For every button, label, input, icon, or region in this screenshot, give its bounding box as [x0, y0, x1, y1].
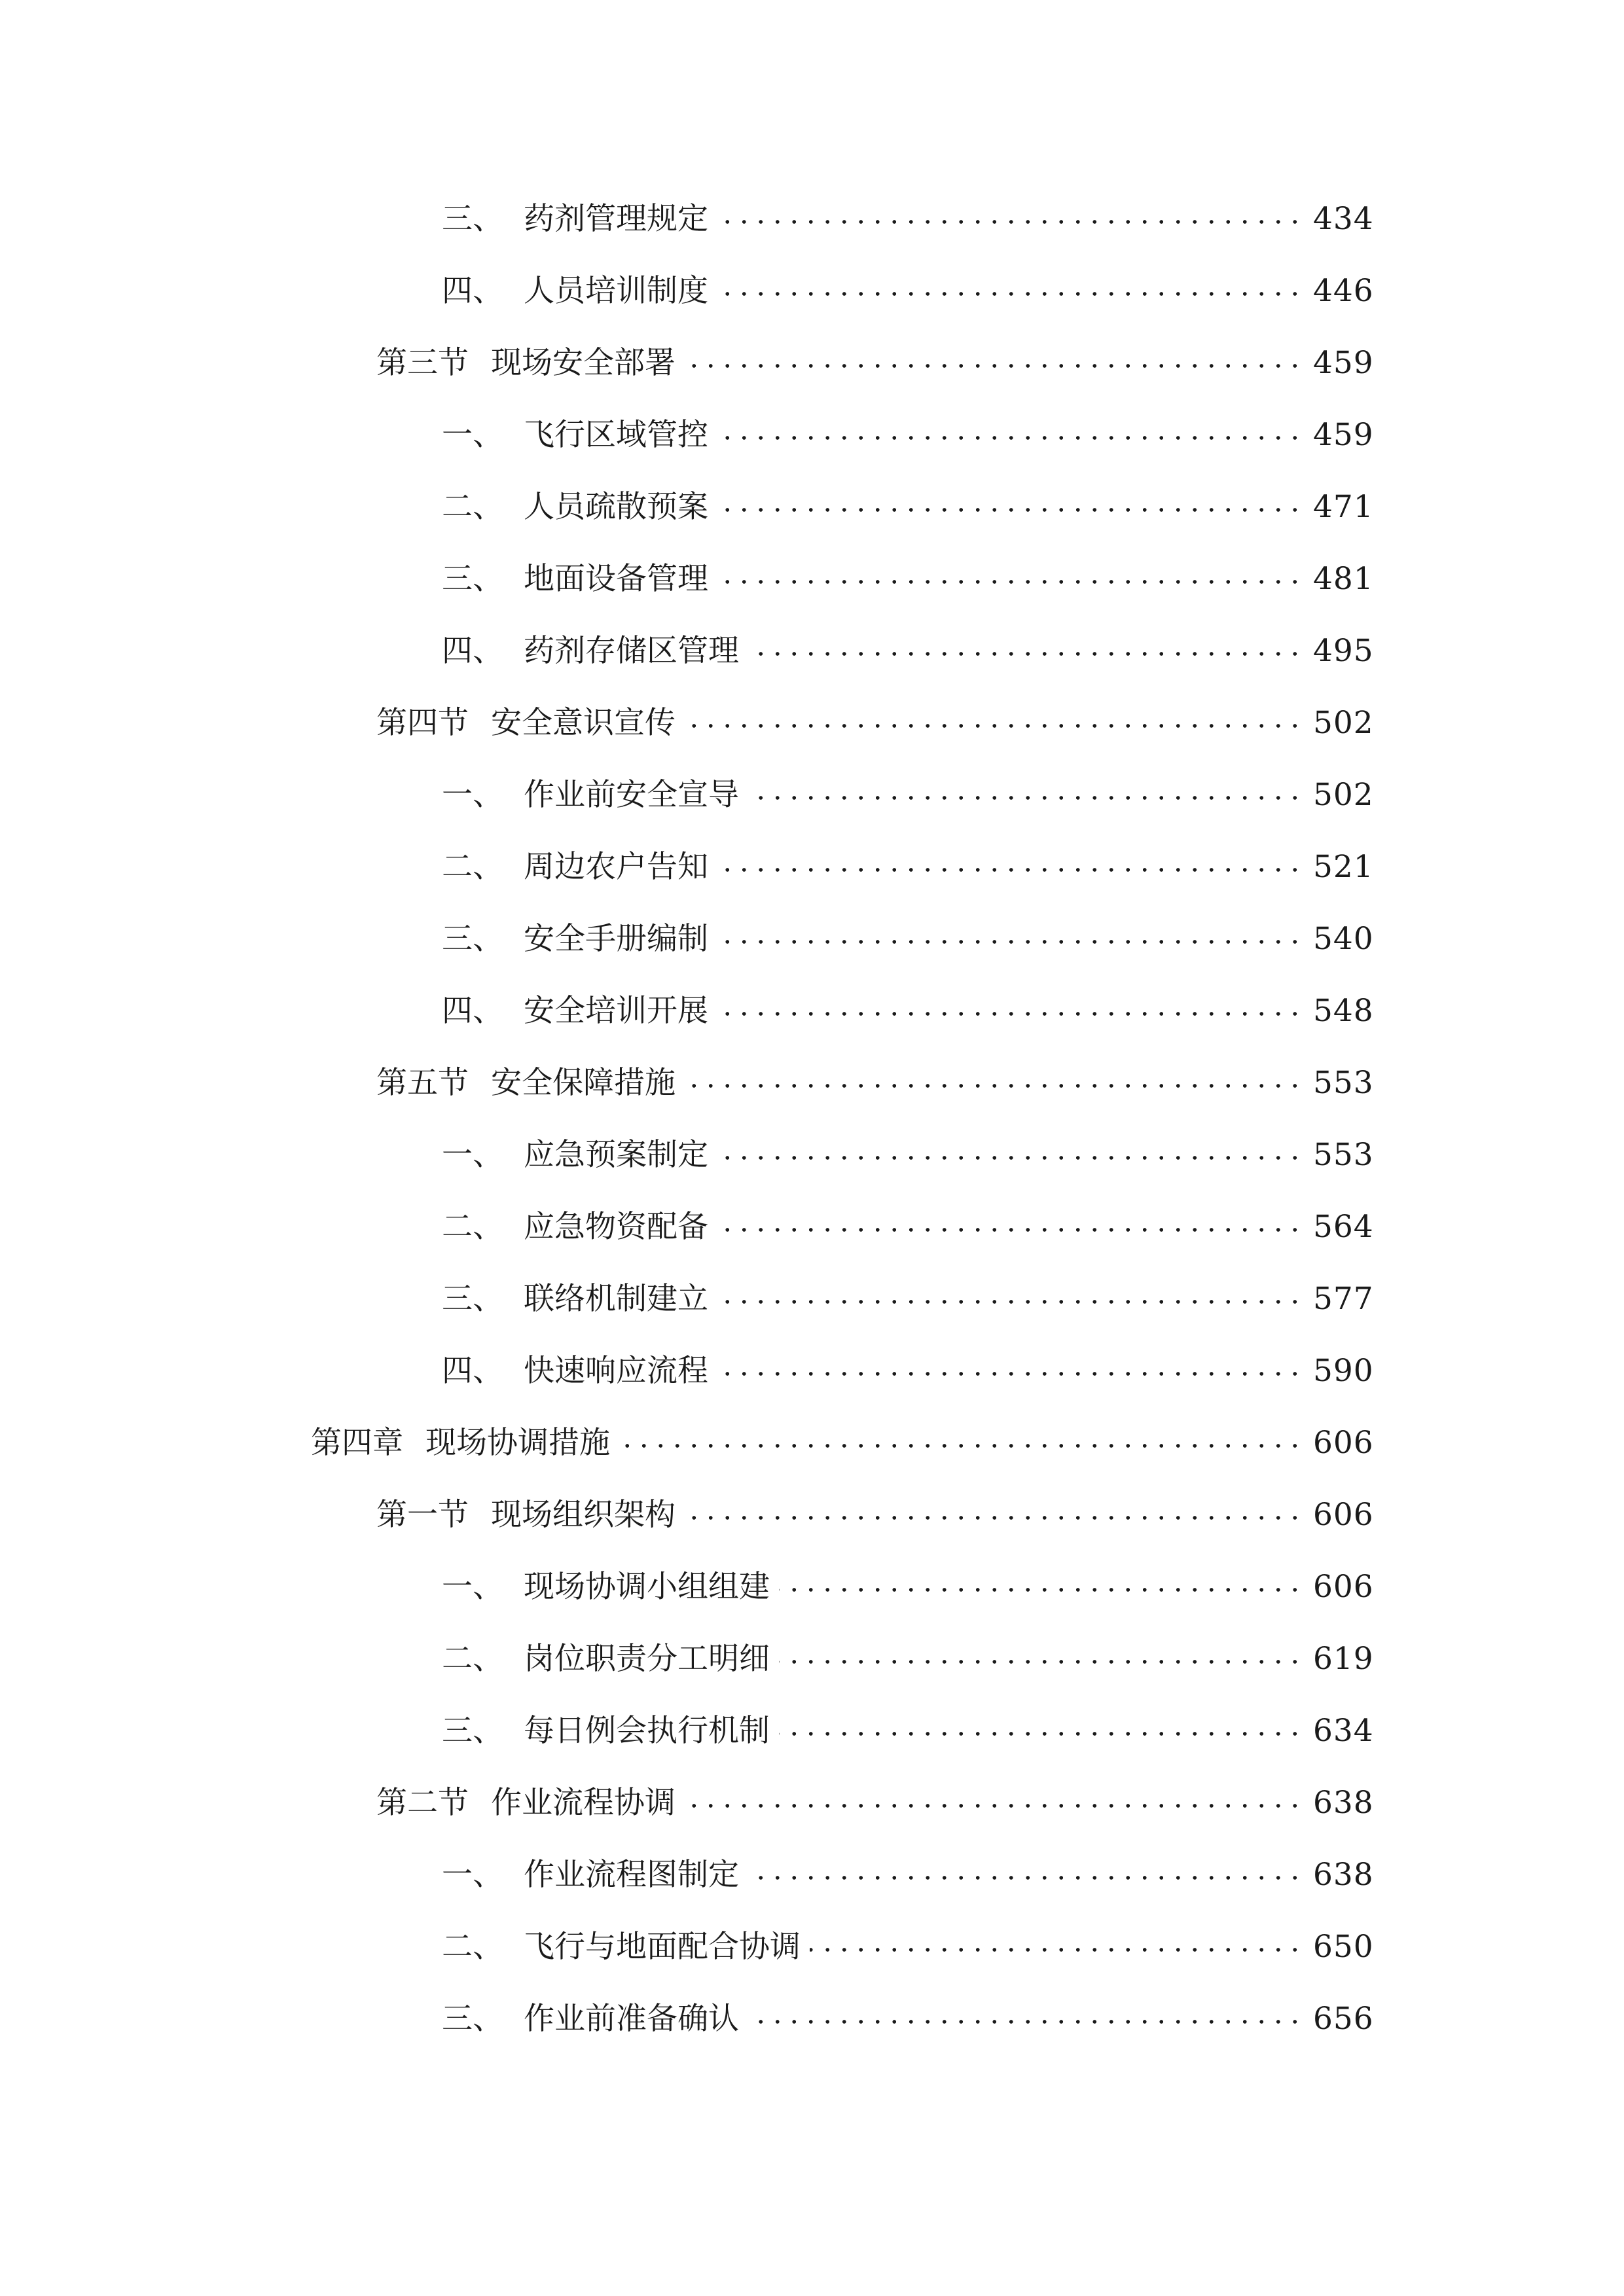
toc-entry-number: 三、: [442, 561, 503, 597]
toc-entry-label: [442, 1126, 708, 1185]
toc-entry-item[interactable]: [0, 982, 1624, 1054]
toc-entry-number: 三、: [442, 1281, 503, 1317]
toc-entry-page-number: 459: [1313, 345, 1374, 381]
toc-entry-page-number: 548: [1313, 993, 1374, 1029]
toc-entry-label: [442, 550, 708, 609]
toc-entry-item[interactable]: [0, 1270, 1624, 1342]
toc-entry-page-number: 481: [1313, 561, 1374, 597]
toc-dot-leader: [685, 1084, 1303, 1088]
toc-entry-label: [442, 1846, 739, 1905]
toc-entry-label: [376, 334, 676, 393]
toc-dot-leader: [810, 1948, 1303, 1952]
toc-entry-number: 一、: [442, 1137, 503, 1173]
toc-entry-number: 一、: [442, 1569, 503, 1605]
toc-entry-item[interactable]: [0, 1342, 1624, 1414]
toc-entry-number: 第四节: [376, 705, 469, 741]
toc-entry-title: 安全培训开展: [524, 993, 708, 1029]
toc-entry-number: 一、: [442, 1857, 503, 1893]
toc-entry-number: 三、: [442, 1713, 503, 1749]
toc-dot-leader: [717, 1156, 1303, 1160]
toc-entry-number: 第五节: [376, 1065, 469, 1101]
toc-entry-title: 周边农户告知: [524, 849, 708, 885]
table-of-contents: [0, 190, 1624, 2062]
toc-entry-label: [376, 694, 676, 753]
toc-entry-label: [442, 1630, 770, 1689]
toc-dot-leader: [779, 1660, 1303, 1664]
toc-dot-leader: [619, 1444, 1303, 1448]
toc-entry-section[interactable]: [0, 694, 1624, 766]
toc-entry-page-number: 459: [1313, 417, 1374, 453]
toc-entry-number: 第一节: [376, 1497, 469, 1533]
toc-entry-title: 应急预案制定: [524, 1137, 708, 1173]
toc-dot-leader: [717, 1228, 1303, 1232]
toc-dot-leader: [717, 220, 1303, 224]
toc-entry-label: [442, 1198, 708, 1257]
toc-entry-item[interactable]: [0, 1558, 1624, 1630]
toc-entry-page-number: 434: [1313, 201, 1374, 237]
toc-dot-leader: [717, 868, 1303, 872]
toc-entry-page-number: 502: [1313, 705, 1374, 741]
toc-entry-label: [376, 1774, 676, 1833]
toc-entry-title: 作业前准备确认: [524, 2001, 739, 2037]
toc-entry-title: 现场安全部署: [491, 345, 676, 381]
toc-entry-title: 飞行与地面配合协调: [524, 1929, 801, 1965]
toc-entry-page-number: 553: [1313, 1137, 1374, 1173]
toc-entry-chapter[interactable]: [0, 1414, 1624, 1486]
toc-entry-title: 联络机制建立: [524, 1281, 708, 1317]
toc-entry-number: 四、: [442, 993, 503, 1029]
toc-entry-label: [376, 1054, 676, 1113]
toc-entry-title: 现场组织架构: [491, 1497, 676, 1533]
toc-entry-number: 三、: [442, 921, 503, 957]
toc-entry-label: [442, 1990, 739, 2049]
toc-entry-label: [442, 910, 708, 969]
toc-entry-item[interactable]: [0, 910, 1624, 982]
toc-entry-page-number: 577: [1313, 1281, 1374, 1317]
toc-entry-title: 作业流程协调: [491, 1785, 676, 1821]
toc-entry-section[interactable]: [0, 1054, 1624, 1126]
toc-entry-label: [442, 478, 708, 537]
toc-entry-label: [442, 262, 708, 321]
toc-dot-leader: [717, 508, 1303, 512]
toc-entry-number: 三、: [442, 201, 503, 237]
toc-entry-section[interactable]: [0, 1774, 1624, 1846]
toc-entry-page-number: 606: [1313, 1569, 1374, 1605]
toc-entry-section[interactable]: [0, 1486, 1624, 1558]
toc-entry-label: [442, 1702, 770, 1761]
toc-entry-item[interactable]: [0, 1198, 1624, 1270]
toc-entry-page-number: 521: [1313, 849, 1374, 885]
toc-entry-item[interactable]: [0, 550, 1624, 622]
toc-entry-item[interactable]: [0, 1702, 1624, 1774]
toc-entry-number: 二、: [442, 1641, 503, 1677]
toc-entry-item[interactable]: [0, 190, 1624, 262]
toc-entry-title: 每日例会执行机制: [524, 1713, 770, 1749]
toc-entry-title: 人员培训制度: [524, 273, 708, 309]
toc-entry-title: 作业前安全宣导: [524, 777, 739, 813]
toc-entry-title: 快速响应流程: [524, 1353, 708, 1389]
toc-entry-title: 药剂存储区管理: [524, 633, 739, 669]
toc-entry-page-number: 606: [1313, 1497, 1374, 1533]
toc-entry-label: [442, 1918, 801, 1977]
toc-entry-label: [442, 766, 739, 825]
toc-entry-page-number: 564: [1313, 1209, 1374, 1245]
toc-entry-page-number: 553: [1313, 1065, 1374, 1101]
toc-entry-item[interactable]: [0, 1846, 1624, 1918]
toc-entry-page-number: 590: [1313, 1353, 1374, 1389]
toc-dot-leader: [685, 1804, 1303, 1808]
toc-entry-page-number: 502: [1313, 777, 1374, 813]
toc-entry-title: 现场协调措施: [425, 1425, 610, 1461]
toc-entry-page-number: 471: [1313, 489, 1374, 525]
toc-entry-number: 第三节: [376, 345, 469, 381]
toc-entry-title: 人员疏散预案: [524, 489, 708, 525]
toc-dot-leader: [717, 1372, 1303, 1376]
toc-entry-label: [311, 1414, 610, 1473]
toc-entry-title: 安全手册编制: [524, 921, 708, 957]
toc-entry-page-number: 619: [1313, 1641, 1374, 1677]
toc-dot-leader: [717, 1012, 1303, 1016]
toc-entry-title: 应急物资配备: [524, 1209, 708, 1245]
toc-entry-page-number: 606: [1313, 1425, 1374, 1461]
toc-entry-page-number: 634: [1313, 1713, 1374, 1749]
toc-entry-section[interactable]: [0, 334, 1624, 406]
toc-entry-number: 二、: [442, 1929, 503, 1965]
toc-entry-number: 四、: [442, 633, 503, 669]
toc-entry-title: 药剂管理规定: [524, 201, 708, 237]
toc-entry-page-number: 656: [1313, 2001, 1374, 2037]
toc-entry-item[interactable]: [0, 1918, 1624, 1990]
toc-entry-label: [442, 406, 708, 465]
toc-entry-label: [442, 982, 708, 1041]
toc-dot-leader: [717, 292, 1303, 296]
toc-entry-page-number: 638: [1313, 1785, 1374, 1821]
toc-entry-label: [442, 1558, 770, 1617]
toc-entry-number: 第二节: [376, 1785, 469, 1821]
toc-dot-leader: [748, 796, 1303, 800]
toc-entry-item[interactable]: [0, 1630, 1624, 1702]
toc-entry-title: 现场协调小组组建: [524, 1569, 770, 1605]
toc-dot-leader: [717, 1300, 1303, 1304]
toc-entry-number: 四、: [442, 1353, 503, 1389]
toc-entry-title: 岗位职责分工明细: [524, 1641, 770, 1677]
toc-dot-leader: [685, 1516, 1303, 1520]
toc-entry-title: 飞行区域管控: [524, 417, 708, 453]
toc-entry-label: [442, 1342, 708, 1401]
toc-entry-item[interactable]: [0, 1126, 1624, 1198]
toc-dot-leader: [685, 724, 1303, 728]
toc-dot-leader: [748, 2020, 1303, 2024]
toc-entry-label: [442, 622, 739, 681]
toc-entry-item[interactable]: [0, 766, 1624, 838]
toc-entry-label: [376, 1486, 676, 1545]
toc-entry-page-number: 638: [1313, 1857, 1374, 1893]
toc-entry-label: [442, 190, 708, 249]
toc-entry-item[interactable]: [0, 1990, 1624, 2062]
toc-entry-page-number: 540: [1313, 921, 1374, 957]
toc-dot-leader: [685, 364, 1303, 368]
toc-entry-item[interactable]: [0, 406, 1624, 478]
toc-entry-title: 地面设备管理: [524, 561, 708, 597]
toc-dot-leader: [717, 580, 1303, 584]
toc-dot-leader: [717, 436, 1303, 440]
toc-entry-item[interactable]: [0, 838, 1624, 910]
toc-dot-leader: [717, 940, 1303, 944]
toc-entry-page-number: 446: [1313, 273, 1374, 309]
toc-entry-item[interactable]: [0, 478, 1624, 550]
toc-entry-page-number: 650: [1313, 1929, 1374, 1965]
toc-entry-number: 一、: [442, 777, 503, 813]
toc-entry-page-number: 495: [1313, 633, 1374, 669]
toc-entry-title: 作业流程图制定: [524, 1857, 739, 1893]
toc-dot-leader: [779, 1588, 1303, 1592]
toc-entry-title: 安全保障措施: [491, 1065, 676, 1101]
toc-entry-label: [442, 1270, 708, 1329]
toc-entry-item[interactable]: [0, 262, 1624, 334]
toc-entry-number: 一、: [442, 417, 503, 453]
toc-entry-title: 安全意识宣传: [491, 705, 676, 741]
toc-entry-number: 四、: [442, 273, 503, 309]
toc-entry-number: 二、: [442, 1209, 503, 1245]
toc-entry-number: 二、: [442, 489, 503, 525]
toc-dot-leader: [748, 652, 1303, 656]
toc-entry-number: 三、: [442, 2001, 503, 2037]
toc-dot-leader: [748, 1876, 1303, 1880]
toc-entry-label: [442, 838, 708, 897]
toc-entry-number: 第四章: [311, 1425, 403, 1461]
toc-entry-number: 二、: [442, 849, 503, 885]
toc-entry-item[interactable]: [0, 622, 1624, 694]
toc-dot-leader: [779, 1732, 1303, 1736]
